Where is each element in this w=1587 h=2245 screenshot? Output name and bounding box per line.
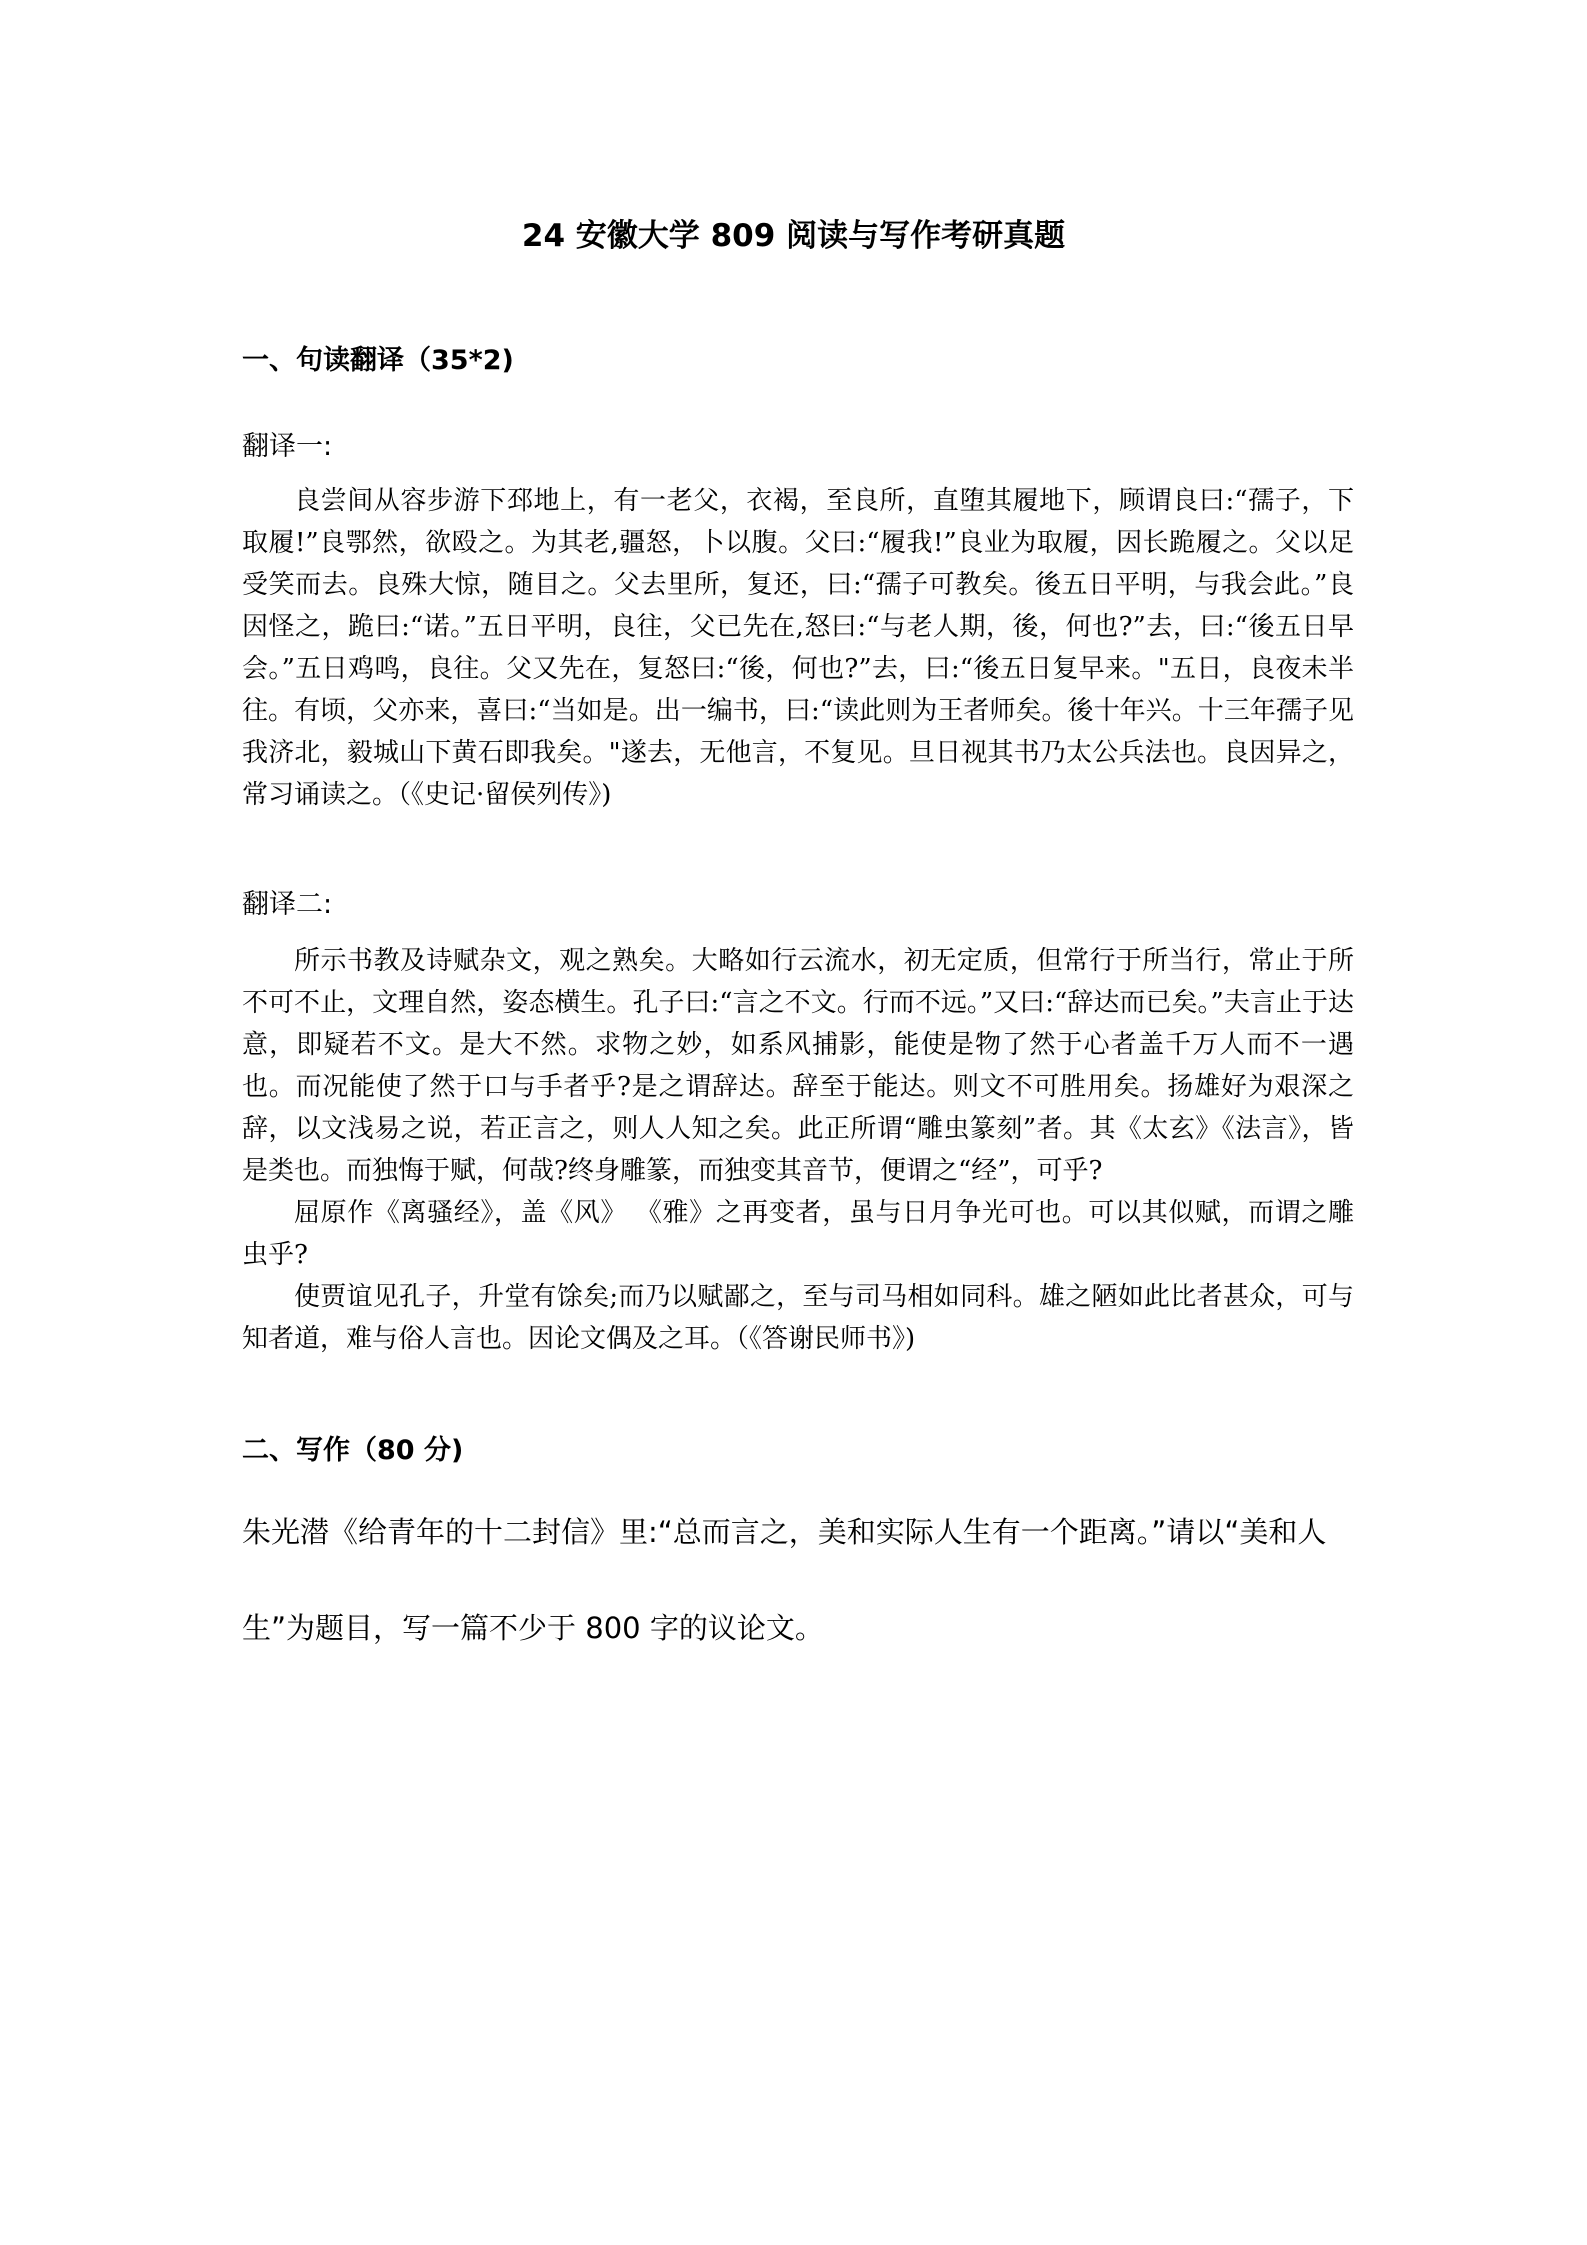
translation2-passage bbox=[242, 940, 1354, 1360]
translation2-paragraph: 所示书教及诗赋杂文，观之熟矣。大略如行云流水，初无定质，但常行于所当行，常止于所不可不止，文理自然，姿态横生。孔子曰:“言之不文。行而不远。”又曰:“辞达而已矣。”夫言止于达意，即疑若不文。是大不然。求物之妙，如系风捕影，能使是物了然于心者盖千万人而不一遇也。而况能使了然于口与手者乎?是之谓辞达。辞至于能达。则文不可胜用矣。扬雄好为艰深之辞，以文浅易之说，若正言之，则人人知之矣。此正所谓“雕虫篆刻”者。其《太玄》《法言》，皆是类也。而独悔于赋，何哉?终身雕篆，而独变其音节，便谓之“经”，可乎? bbox=[242, 946, 1354, 1186]
translation2-label: 翻译二: bbox=[242, 889, 333, 920]
translation1-passage bbox=[242, 480, 1354, 816]
section1-heading: 一、句读翻译（35*2) bbox=[242, 345, 514, 376]
translation1-label: 翻译一: bbox=[242, 431, 333, 462]
translation2-paragraph: 屈原作《离骚经》，盖《风》 《雅》之再变者，虽与日月争光可也。可以其似赋，而谓之雕虫乎? bbox=[242, 1198, 1354, 1270]
section2-heading: 二、写作（80 分) bbox=[242, 1435, 464, 1466]
translation1-paragraph: 良尝间从容步游下邳地上，有一老父，衣褐，至良所，直堕其履地下，顾谓良曰:“孺子，下取履!”良鄂然，欲殴之。为其老,疆怒，卜以腹。父曰:“履我!”良业为取履，因长跪履之。父以足受笑而去。良殊大惊，随目之。父去里所，复还，曰:“孺子可教矣。後五日平明，与我会此。”良因怪之，跪曰:“诺。”五日平明，良往，父已先在,怒曰:“与老人期，後，何也?”去，曰:“後五日早会。”五日鸡鸣，良往。父又先在，复怒曰:“後，何也?”去，曰:“後五日复早来。"五日，良夜未半往。有顷，父亦来，喜曰:“当如是。出一编书，曰:“读此则为王者师矣。後十年兴。十三年孺子见我济北，毅城山下黄石即我矣。"遂去，无他言，不复见。旦日视其书乃太公兵法也。良因异之，常习诵读之。（《史记·留侯列传》) bbox=[242, 486, 1354, 810]
writing-prompt: 朱光潜《给青年的十二封信》里:“总而言之，美和实际人生有一个距离。”请以“美和人生”为题目，写一篇不少于 800 字的议论文。 bbox=[242, 1515, 1327, 1645]
translation2-paragraph: 使贾谊见孔子，升堂有馀矣;而乃以赋鄙之，至与司马相如同科。雄之陋如此比者甚众，可与知者道，难与俗人言也。因论文偶及之耳。（《答谢民师书》) bbox=[242, 1282, 1354, 1354]
page-title: 24 安徽大学 809 阅读与写作考研真题 bbox=[521, 218, 1066, 254]
